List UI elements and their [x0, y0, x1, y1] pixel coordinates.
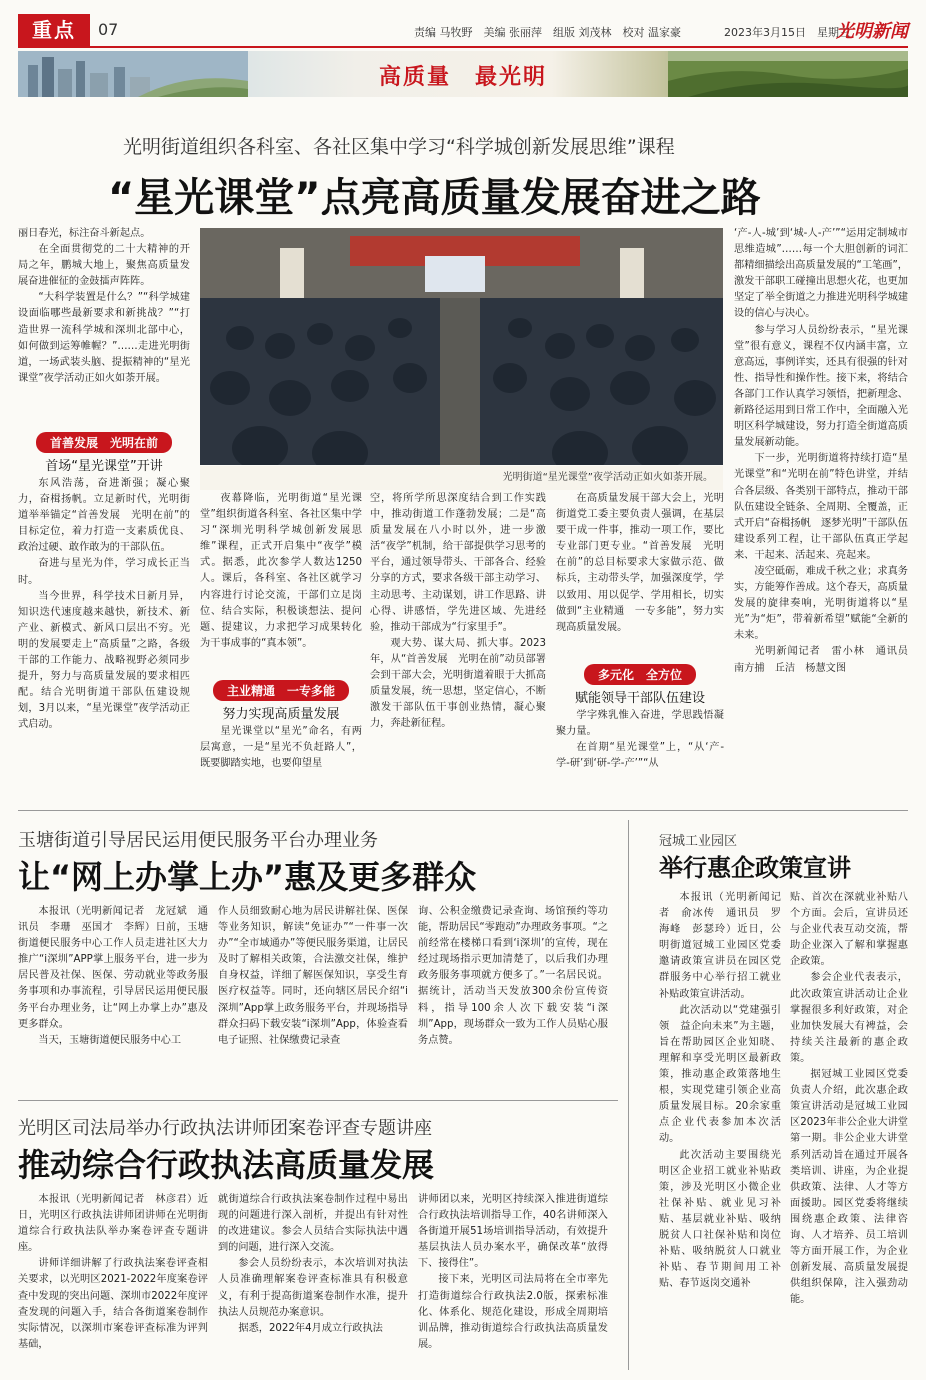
paragraph: 当天，玉塘街道便民服务中心工 — [38, 1034, 182, 1046]
paragraph: 奋进与星光为伴，学习成长正当时。 — [18, 558, 190, 586]
paragraph: 星光课堂以“星光”命名，有两层寓意，一是“星光不负赶路人”，既要脚踏实地，也要仰望星 — [200, 726, 362, 770]
lead-kicker: 光明街道组织各科室、各社区集中学习“科学城创新发展思维”课程 — [123, 136, 675, 158]
paragraph: 参会企业代表表示，此次政策宣讲活动让企业掌握很多利好政策，对企业加快发展大有裨益，会持续关注最新的惠企政策。 — [790, 972, 908, 1064]
lead-column-2b — [200, 724, 362, 772]
editors-line: 责编 马牧野 美编 张丽萍 组版 刘茂林 校对 温家豪 — [414, 26, 681, 39]
lead-column-4 — [556, 491, 724, 636]
subhead-3 — [556, 664, 724, 706]
paragraph: 讲师详细讲解了行政执法案卷评查相关要求，以光明区2021-2022年度案卷评查中发现的突出问题、深圳市2022年度评查发现的问题入手，结合各街道案卷制作实际情况，以深圳市案卷评查标准为评判基础， — [18, 1258, 208, 1350]
masthead-rule — [18, 46, 908, 48]
paragraph: 观大势、谋大局、抓大事。2023年，从“首善发展 光明在前”动员部署会到干部大会，光明街道着眼于大抓高质量发展，统一思想，坚定信心，不断激发干部队伍干事创业热情，凝心聚力，奔赴新征程。 — [370, 637, 546, 730]
lead-column-4b — [556, 708, 724, 772]
lead-column-1b — [18, 476, 190, 734]
paragraph: 本报讯（光明新闻记者 林彦君）近日，光明区行政执法讲师团讲师在光明街道综合行政执法队举办案卷评查专题讲座。 — [18, 1194, 208, 1254]
story2-column-3 — [418, 904, 608, 1049]
page-number: 07 — [98, 20, 119, 39]
banner-slogan: 高质量 最光明 — [378, 65, 547, 90]
paragraph: 此次活动主要围绕光明区企业招工就业补贴政策，涉及光明区小微企业社保补贴、就业见习补贴、基层就业补贴、吸纳脱贫人口社保补贴和岗位补贴、吸纳脱贫人口就业补贴、春节期间用工补贴、春节返岗交通补 — [659, 1149, 781, 1290]
paragraph: 贴、首次在深就业补贴八个方面。会后，宣讲员还与企业代表互动交流，帮助企业深入了解和掌握惠企政策。 — [790, 892, 908, 968]
subhead-2 — [200, 680, 362, 722]
subhead-3-bar: 多元化 全方位 — [584, 664, 696, 685]
banner — [18, 51, 908, 97]
story3-column-1 — [18, 1192, 208, 1353]
section-tag: 重点 — [18, 14, 90, 46]
paragraph: 丽日春光，标注奋斗新起点。 — [18, 228, 151, 239]
newspaper-logo: 光明新闻 — [836, 21, 908, 42]
date-line: 2023年3月15日 星期三 — [724, 26, 850, 39]
paragraph: 此次活动以“党建强引领 益企向未来”为主题，旨在帮助园区企业知晓、理解和享受光明区最新政策，推动惠企政策落地生根，实现党建引领企业高质量发展目标。20余家重点企业代表参加本次活动。 — [659, 1004, 781, 1145]
paragraph: 据悉，2022年4月成立行政执法 — [238, 1322, 383, 1334]
paragraph: 就街道综合行政执法案卷制作过程中易出现的问题进行深入剖析，并提出有针对性的改进建议。参会人员结合实际执法中遇到的问题，进行深入交流。 — [218, 1194, 408, 1254]
story3-headline: 推动综合行政执法高质量发展 — [18, 1146, 435, 1184]
paragraph: 在首期“星光课堂”上，“从‘产-学-研’到‘研-学-产’”“从 — [556, 742, 724, 770]
story4-label: 冠城工业园区 — [659, 834, 738, 849]
subhead-1-bar: 首善发展 光明在前 — [36, 432, 172, 453]
subhead-2-line: 努力实现高质量发展 — [222, 707, 340, 722]
masthead — [18, 14, 908, 48]
lead-photo — [200, 228, 723, 465]
story2-headline: 让“网上办掌上办”惠及更多群众 — [18, 858, 477, 896]
story3-kicker: 光明区司法局举办行政执法讲师团案卷评查专题讲座 — [18, 1118, 432, 1139]
paragraph: ‘产-人-城’到‘城-人-产’”“运用定制城市思维造城”……每一个大胆创新的词汇都精细描绘出高质量发展的“工笔画”，激发干部职工碰撞出思想火花，也更加坚定了举全街道之力推进光明科学城建设的信心与决心。 — [734, 228, 908, 320]
story4-column-1 — [659, 890, 781, 1292]
story2-column-1 — [18, 904, 208, 1049]
paragraph: 本报讯（光明新闻记者 龙冠斌 通讯员 李珊 巫国才 李辉）日前，玉塘街道便民服务中心工作人员走进社区大力推广“i深圳”APP掌上服务平台，进一步为居民普及社保、医保、劳动就业等政务服务事项和办事流程，引导居民运用便民服务平台办理业务，让“网上办掌上办”惠及更多群众。 — [18, 906, 208, 1030]
paragraph: 当今世界，科学技术日新月异，知识迭代速度越来越快，新技术、新产业、新模式、新风口层出不穷。光明的发展要走上“高质量”之路，各级干部的工作能力、战略视野必须同步提升，努力与高质量发展的要求相匹配。结合光明街道干部队伍建设规划，3月以来，“星光课堂”夜学活动正式启动。 — [18, 590, 190, 731]
lead-column-1 — [18, 226, 190, 387]
paragraph: 参与学习人员纷纷表示，“星光课堂”很有意义，课程不仅内涵丰富，立意高远，事例详实，还具有很强的针对性、指导性和操作性。接下来，将结合各部门工作认真学习领悟，把新理念、新路径运用到日常工作中，全面融入光明区科学城建设，努力打造全街道高质量发展新动能。 — [734, 324, 908, 449]
paragraph: 据冠城工业园区党委负责人介绍，此次惠企政策宣讲活动是冠城工业园区2023年非公企业大讲堂第一期。非公企业大讲堂系列活动旨在通过开展各类培训、讲座，为企业提供政策、法律、人才等方面援助。园区党委将继续围绕惠企政策、法律咨询、人才培养、员工培训等方面开展工作，为企业创新发展、高质量发展提供组织保障，注入强劲动能。 — [790, 1069, 908, 1306]
section-divider — [18, 810, 908, 811]
paragraph: 下一步，光明街道将持续打造“星光课堂”和“光明在前”特色讲堂，并结合各层级、各类别干部特点，推动干部队伍建设全链条、全周期、全覆盖，正式开启“奋楫扬帆 逐梦光明”干部队伍建设系列工程，让干部队伍真正学起来、干起来、活起来、亮起来。 — [734, 453, 908, 561]
paragraph: 参会人员纷纷表示，本次培训对执法人员准确理解案卷评查标准具有积极意义，有利于提高街道案卷制作水准，提升执法人员规范办案意识。 — [218, 1258, 408, 1318]
byline: 光明新闻记者 雷小林 通讯员 南方捕 丘洁 杨慧文图 — [734, 646, 919, 674]
photo-caption: 光明街道“星光课堂”夜学活动正如火如荼开展。 — [200, 466, 723, 490]
story2-column-2 — [218, 904, 408, 1049]
paragraph: 空，将所学所思深度结合到工作实践中，推动街道工作蓬勃发展；二是“高质量发展在八小时以外，进一步激活“夜学”机制，给干部提供学习思考的平台，通过领导带头、干部各合、经验分享的方式，要求各级干部主动学习、主动思考、主动谋划，讲工作思路、讲心得、讲感悟，学先进区域、先进经验，推动干部成为“行家里手”。 — [370, 493, 546, 633]
lead-headline: “星光课堂”点亮高质量发展奋进之路 — [108, 175, 761, 221]
paragraph: 夜幕降临，光明街道“星光课堂”组织街道各科室、各社区集中学习“深圳光明科学城创新发展思维”课程，正式开启集中“夜学”模式。据悉，此次参学人数达1250人。课后，各科室、各社区就学习内容进行讨论交流，干部们立足岗位、结合实际，积极谈想法、提问题、提建议，力求把学习成果转化为干事成事的“真本领”。 — [200, 493, 362, 649]
paragraph: 东风浩荡，奋进渐强；凝心聚力，奋楫扬帆。立足新时代，光明街道举举锚定“首善发展 光明在前”的目标定位，着力打造一支素质优良、政治过硬、敢作敢为的干部队伍。 — [18, 478, 190, 554]
story2-kicker: 玉塘街道引导居民运用便民服务平台办理业务 — [18, 830, 378, 851]
paragraph: 讲师团以来，光明区持续深入推进街道综合行政执法培训指导工作，40名讲师深入各街道开展51场培训指导活动，有效提升基层执法人员办案水平，确保改革“放得下、接得住”。 — [418, 1194, 608, 1270]
story3-column-3 — [418, 1192, 608, 1353]
paragraph: 询、公积金缴费记录查询、场馆预约等功能，帮助居民“零跑动”办理政务事项。“之前经常在楼梯口看到‘i深圳’的宣传，现在经过现场指示更加清楚了，以后我们办理政务服务事项就方便多了。”一名居民说。据统计，活动当天发放300余份宣传资料，指导100余人次下载安装“i深圳”App，现场群众一致为工作人员贴心服务点赞。 — [418, 906, 608, 1046]
subhead-1 — [18, 432, 190, 474]
lead-column-3 — [370, 491, 546, 732]
paragraph: 学字殊乳惟入奋进，学思践悟凝聚力量。 — [556, 710, 724, 738]
section-divider — [18, 1100, 618, 1101]
subhead-1-line: 首场“星光课堂”开讲 — [45, 459, 163, 474]
paragraph: 凌空砥砺，难成千秋之业；求真务实，方能筹作善成。这个春天，高质量发展的旋律奏响，光明街道将以“星光”为“炬”，带着新希望”赋能“全新的未来。 — [734, 565, 908, 642]
story4-column-2 — [790, 890, 908, 1308]
lead-column-5 — [734, 226, 919, 677]
paragraph: 在全面贯彻党的二十大精神的开局之年，鹏城大地上，聚焦高质量发展奋进催征的金鼓擂声阵阵。 — [18, 244, 190, 288]
subhead-3-line: 赋能领导干部队伍建设 — [574, 691, 705, 706]
column-divider — [628, 820, 629, 1370]
story3-column-2 — [218, 1192, 408, 1337]
paragraph: 接下来，光明区司法局将在全市率先打造街道综合行政执法2.0版，探索标准化、体系化、规范化建设，形成全周期培训品牌，推动街道综合行政执法高质量发展。 — [418, 1274, 608, 1350]
paragraph: 在高质量发展干部大会上，光明街道党工委主要负责人强调，在基层要干成一件事，推动一项工作，要比专业部门更专业。“首善发展 光明在前”的总目标要求大家做示范、做标兵，主动带头学，加强深度学，学以致用、用以促学、学用相长，切实做到“主业精通 一专多能”，努力实现高质量发展。 — [556, 493, 724, 633]
story4-headline: 举行惠企政策宣讲 — [659, 854, 851, 882]
paragraph: 本报讯（光明新闻记者 俞冰传 通讯员 罗海峰 彭瑟玲）近日，公明街道冠城工业园区党委邀请政策宣讲员在园区党群服务中心举行招工就业补贴政策宣讲活动。 — [659, 892, 781, 1000]
paragraph: “大科学装置是什么？”“科学城建设面临哪些最新要求和新挑战？”“打造世界一流科学城和深圳北部中心，如何做到运筹帷幄？”……走进光明街道，一场武装头脑、提振精神的“星光课堂”夜学活动正如火如荼开展。 — [18, 292, 190, 384]
lead-column-2 — [200, 491, 362, 652]
classroom-photo-illustration — [200, 228, 723, 465]
subhead-2-bar: 主业精通 一专多能 — [213, 680, 349, 701]
paragraph: 作人员细致耐心地为居民讲解社保、医保等业务知识，解读“免证办”“一件事一次办”“全市域通办”等便民服务渠道，让居民及时了解相关政策，合法激交社保，维护自身权益，详细了解医保知识，享受生育医疗权益等。同时，还向辖区居民介绍“i深圳”App掌上政务服务平台，并现场指导群众扫码下载安装“i深圳”App，体验查看电子证照、社保缴费记录查 — [218, 906, 408, 1046]
